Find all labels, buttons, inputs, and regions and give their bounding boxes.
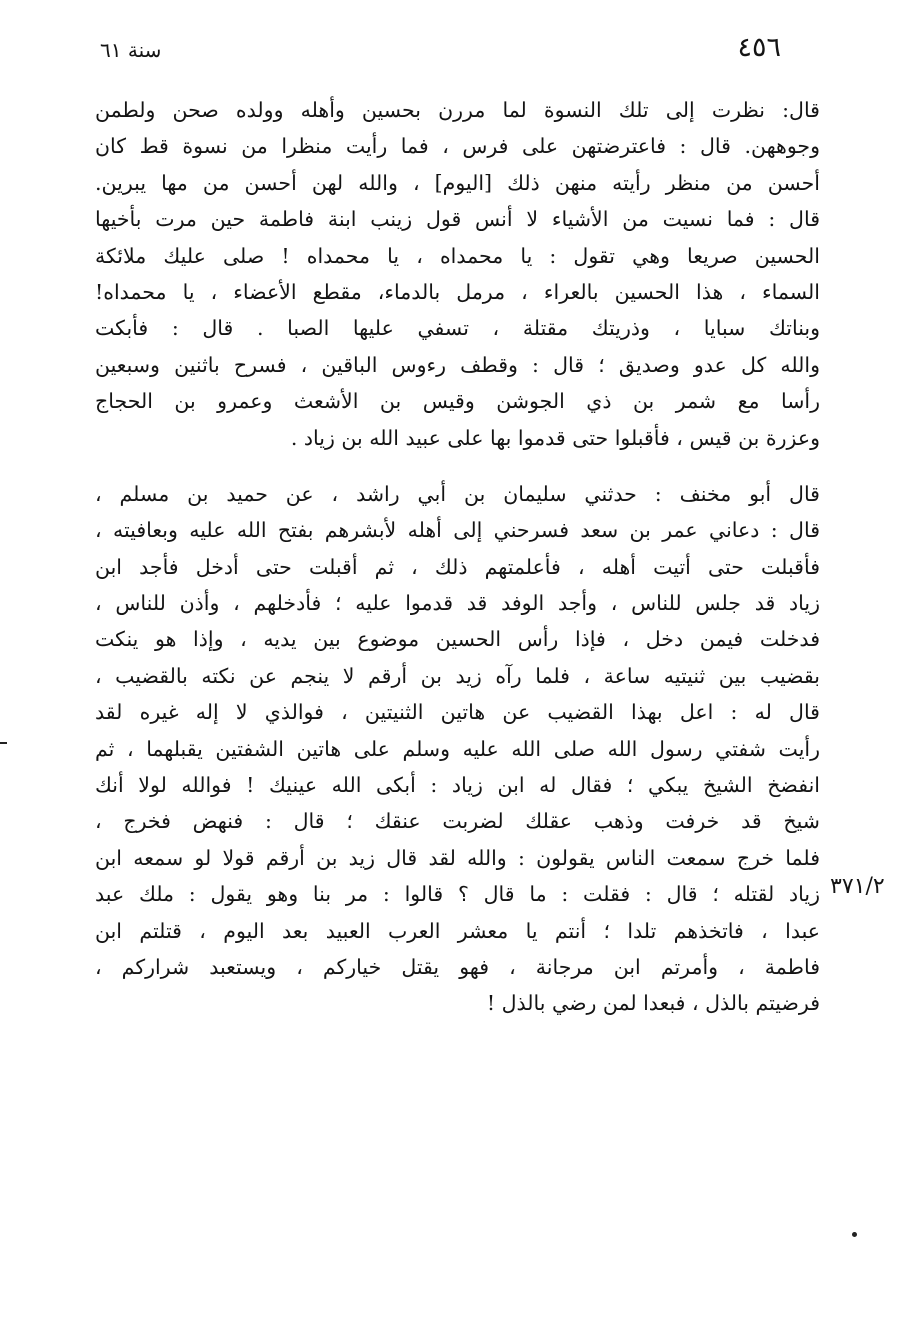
text-line: وبناتك سبايا ، وذريتك مقتلة ، تسفي عليها الصبا . قال : فأبكت	[95, 316, 820, 341]
text-line: قال: نظرت إلى تلك النسوة لما مررن بحسين وأهله وولده صحن ولطمن	[95, 98, 820, 122]
text-line: زياد قد جلس للناس ، وأجد الوفد قد قدموا عليه ؛ فأدخلهم ، وأذن للناس ،	[95, 591, 820, 616]
main-text	[95, 92, 820, 1022]
text-line: انفضخ الشيخ يبكي ؛ فقال له ابن زياد : أبكى الله عينيك ! فوالله لولا أنك	[95, 773, 820, 798]
paragraph-gap	[95, 456, 820, 476]
text-line: قال : فما نسيت من الأشياء لا أنس قول زينب ابنة فاطمة حين مرت بأخيها	[95, 207, 820, 232]
text-line: شيخ قد خرفت وذهب عقلك لضربت عنقك ؛ قال : فنهض فخرج ،	[95, 809, 820, 834]
scan-dot	[852, 1232, 857, 1237]
page-number: ٤٥٦	[737, 32, 781, 63]
text-line: فاطمة ، وأمرتم ابن مرجانة ، فهو يقتل خياركم ، ويستعبد شراركم ،	[95, 954, 820, 979]
text-line: رأيت شفتي رسول الله صلى الله عليه وسلم على هاتين الشفتين يقبلهما ، ثم	[95, 736, 820, 761]
text-line: قال أبو مخنف : حدثني سليمان بن أبي راشد ، عن حميد بن مسلم ،	[95, 481, 820, 506]
paragraph-2	[95, 476, 820, 1022]
text-line: عبدا ، فاتخذهم تلدا ؛ أنتم يا معشر العرب العبيد بعد اليوم ، قتلتم ابن	[95, 918, 820, 943]
margin-reference: ٣٧١/٢	[830, 874, 885, 899]
text-line: رأسا مع شمر بن ذي الجوشن وقيس بن الأشعث وعمرو بن الحجاج	[95, 389, 820, 414]
text-line: وجوههن. قال : فاعترضتهن على فرس ، فما رأيت منظرا من نسوة قط كان	[95, 134, 820, 159]
text-line: قال له : اعل بهذا القضيب عن هاتين الثنيتين ، فوالذي لا إله غيره لقد	[95, 700, 820, 725]
page-header	[0, 30, 919, 70]
text-line: قال : دعاني عمر بن سعد فسرحني إلى أهله لأبشرهم بفتح الله عليه وبعافيته ،	[95, 518, 820, 543]
running-head: سنة ٦١	[100, 38, 162, 62]
text-line: فرضيتم بالذل ، فبعدا لمن رضي بالذل !	[486, 991, 820, 1016]
text-line: أحسن من منظر رأيته منهن ذلك [اليوم] ، والله لهن أحسن من مها يبرين.	[95, 170, 820, 195]
scan-mark	[0, 742, 7, 744]
text-line: فلما خرج سمعت الناس يقولون : والله لقد قال زيد بن أرقم قولا لو سمعه ابن	[95, 845, 820, 870]
text-line: وعزرة بن قيس ، فأقبلوا حتى قدموا بها على عبيد الله بن زياد .	[290, 425, 820, 450]
text-line: فأقبلت حتى أتيت أهله ، فأعلمتهم ذلك ، ثم أقبلت حتى أدخل فأجد ابن	[95, 554, 820, 579]
paragraph-1	[95, 92, 820, 456]
text-line: الحسين صريعا وهي تقول : يا محمداه ، يا محمداه ! صلى عليك ملائكة	[95, 243, 820, 268]
text-line: زياد لقتله ؛ قال : فقلت : ما قال ؟ قالوا : مر بنا وهو يقول : ملك عبد	[95, 882, 820, 907]
text-line: والله كل عدو وصديق ؛ قال : وقطف رءوس الباقين ، فسرح باثنين وسبعين	[95, 352, 820, 377]
text-line: السماء ، هذا الحسين بالعراء ، مرمل بالدماء، مقطع الأعضاء ، يا محمداه!	[95, 279, 820, 304]
text-line: فدخلت فيمن دخل ، فإذا رأس الحسين موضوع بين يديه ، وإذا هو ينكت	[95, 627, 820, 652]
text-line: بقضيب بين ثنيتيه ساعة ، فلما رآه زيد بن أرقم لا ينجم عن نكته بالقضيب ،	[95, 663, 820, 688]
